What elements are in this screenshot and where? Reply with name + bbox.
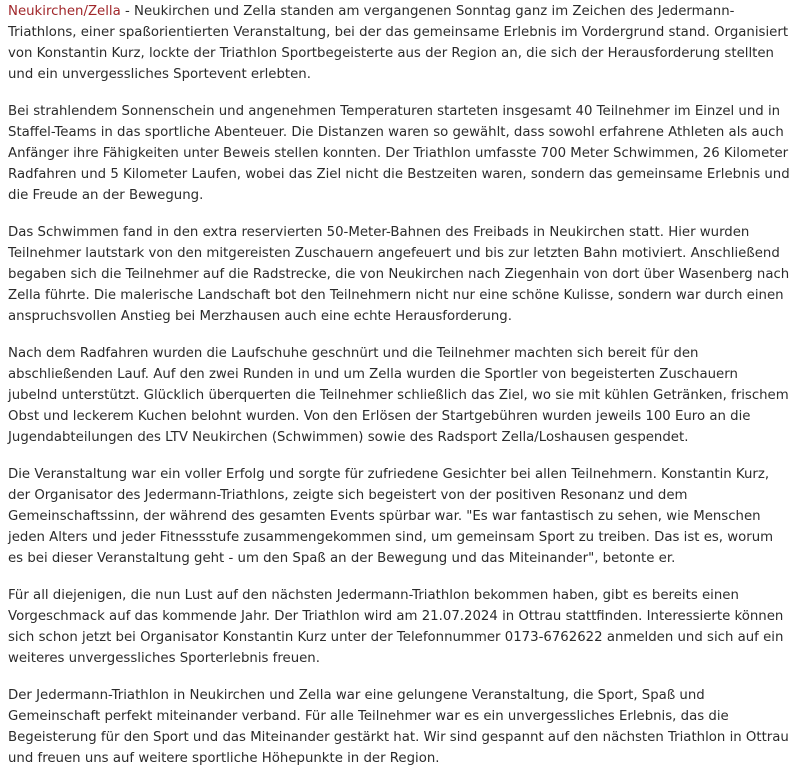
paragraph-running: Nach dem Radfahren wurden die Laufschuhe geschnürt und die Teilnehmer machten sich bereit für den abschließenden Lauf. Auf den zwei Runden in und um Zella wurden die Sportler von begeisterten Zuschauern jubelnd unterstützt. Glücklich überquerten die Teilnehmer schließlich das Ziel, wo sie mit kühlen Getränken, frischem Obst und leckerem Kuchen belohnt wurden. Von den Erlösen der Startgebühren wurden jeweils 100 Euro an die Jugendabteilungen des LTV Neukirchen (Schwimmen) sowie des Radsport Zella/Loshausen gespendet. (8, 346, 789, 445)
dateline: Neukirchen/Zella (8, 4, 121, 19)
lead-text: Neukirchen und Zella standen am vergangenen Sonntag ganz im Zeichen des Jedermann-Triathlons, einer spaßorientierten Veranstaltung, bei der das gemeinsame Erlebnis im Vordergrund stand. Organisiert von Konstantin Kurz, lockte der Triathlon Sportbegeisterte aus der Region an, die sich der Herausforderung stellten und ein unvergessliches Sportevent erlebten. (8, 4, 789, 82)
paragraph-swimming: Das Schwimmen fand in den extra reservierten 50-Meter-Bahnen des Freibads in Neukirchen statt. Hier wurden Teilnehmer lautstark von den mitgereisten Zuschauern angefeuert und bis zur letzten Bahn motiviert. Anschließend begaben sich die Teilnehmer auf die Radstrecke, die von Neukirchen nach Ziegenhain von dort über Wasenberg nach Zella führte. Die malerische Landschaft bot den Teilnehmern nicht nur eine schöne Kulisse, sondern war durch einen anspruchsvollen Anstieg bei Merzhausen auch eine echte Herausforderung. (8, 225, 790, 324)
paragraph-success: Die Veranstaltung war ein voller Erfolg und sorgte für zufriedene Gesichter bei allen Teilnehmern. Konstantin Kurz, der Organisator des Jedermann-Triathlons, zeigte sich begeistert von der positiven Resonanz und dem Gemeinschaftssinn, der während des gesamten Events spürbar war. "Es war fantastisch zu sehen, wie Menschen jeden Alters und jeder Fitnessstufe zusammengekommen sind, um gemeinsam Sport zu treiben. Das ist es, worum es bei dieser Veranstaltung geht - um den Spaß an der Bewegung und das Miteinander", betonte er. (8, 467, 774, 566)
paragraph-conclusion: Der Jedermann-Triathlon in Neukirchen und Zella war eine gelungene Veranstaltung, die Sport, Spaß und Gemeinschaft perfekt miteinander verband. Für alle Teilnehmer war es ein unvergessliches Erlebnis, das die Begeisterung für den Sport und das Miteinander gestärkt hat. Wir sind gespannt auf den nächsten Triathlon in Ottrau und freuen uns auf weitere sportliche Höhepunkte in der Region. (8, 688, 789, 766)
paragraph-temperatures: Bei strahlendem Sonnenschein und angenehmen Temperaturen starteten insgesamt 40 Teilnehmer im Einzel und in Staffel-Teams in das sportliche Abenteuer. Die Distanzen waren so gewählt, dass sowohl erfahrene Athleten als auch Anfänger ihre Fähigkeiten unter Beweis stellen konnten. Der Triathlon umfasste 700 Meter Schwimmen, 26 Kilometer Radfahren und 5 Kilometer Laufen, wobei das Ziel nicht die Bestzeiten waren, sondern das gemeinsame Erlebnis und die Freude an der Bewegung. (8, 104, 790, 203)
paragraph-next-event: Für all diejenigen, die nun Lust auf den nächsten Jedermann-Triathlon bekommen haben, gibt es bereits einen Vorgeschmack auf das kommende Jahr. Der Triathlon wird am 21.07.2024 in Ottrau stattfinden. Interessierte können sich schon jetzt bei Organisator Konstantin Kurz unter der Telefonnummer 0173-6762622 anmelden und sich auf ein weiteres unvergessliches Sporterlebnis freuen. (8, 588, 784, 666)
lead-paragraph (8, 1, 790, 85)
dateline-separator: - (120, 4, 135, 19)
